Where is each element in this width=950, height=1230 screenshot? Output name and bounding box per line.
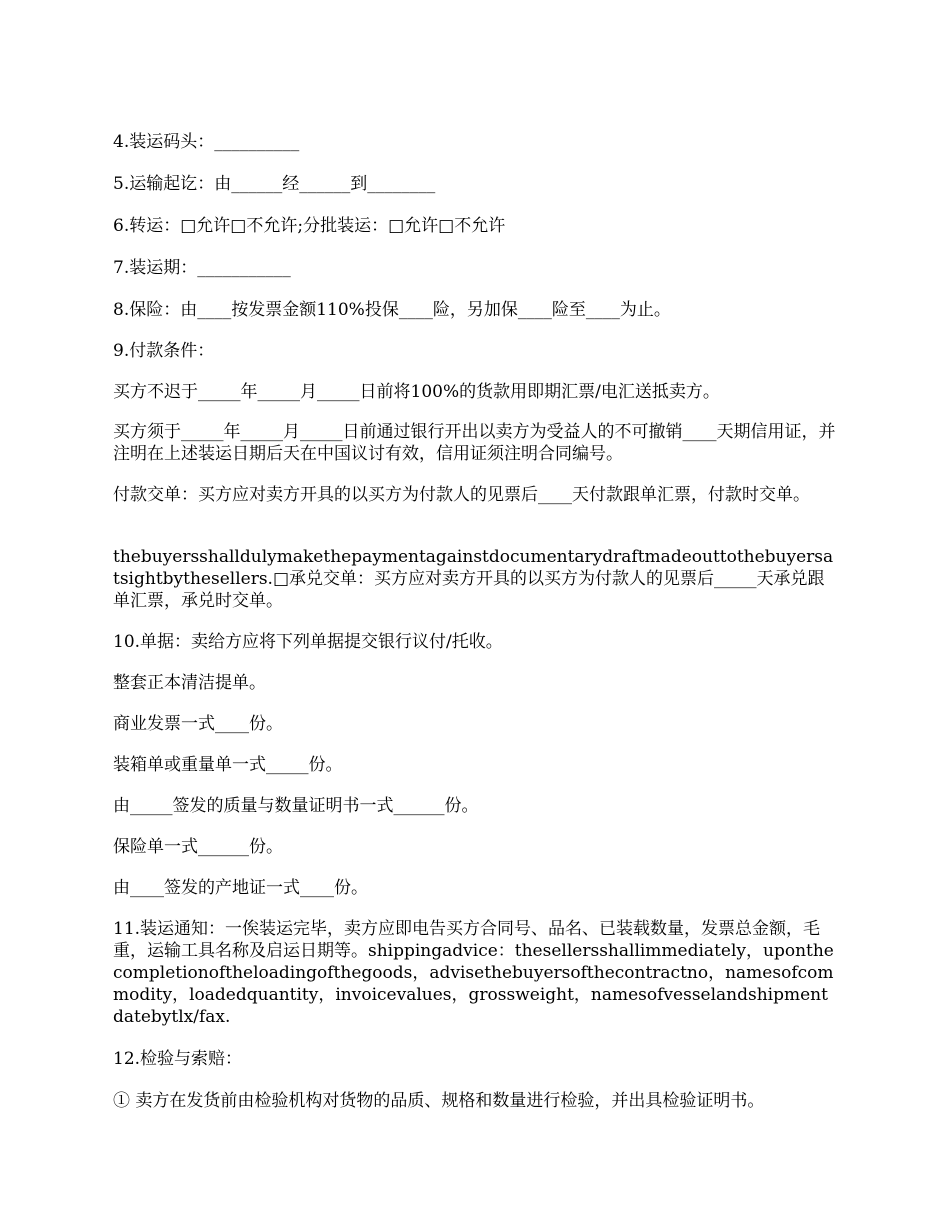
clause-7-shipment-period: 7.装运期：___________	[113, 258, 291, 278]
clause-4-loading-port: 4.装运码头：__________	[113, 132, 300, 152]
doc-bill-of-lading: 整套正本清洁提单。	[113, 673, 266, 693]
doc-quality-certificate: 由_____签发的质量与数量证明书一式______份。	[113, 796, 479, 816]
clause-5-transport-route: 5.运输起讫：由______经______到________	[113, 174, 436, 194]
clause-6-transshipment: 6.转运：□允许□不允许;分批装运：□允许□不允许	[113, 216, 506, 236]
inspection-item-1: ① 卖方在发货前由检验机构对货物的品质、规格和数量进行检验，并出具检验证明书。	[113, 1091, 765, 1111]
doc-insurance-policy: 保险单一式______份。	[113, 837, 283, 857]
payment-dp-paragraph: 付款交单：买方应对卖方开具的以买方为付款人的见票后____天付款跟单汇票，付款时交单。	[113, 485, 810, 505]
doc-certificate-of-origin: 由____签发的产地证一式____份。	[113, 878, 368, 898]
clause-10-documents: 10.单据：卖给方应将下列单据提交银行议付/托收。	[113, 632, 503, 652]
payment-tt-paragraph: 买方不迟于_____年_____月_____日前将100%的货款用即期汇票/电汇送抵卖方。	[113, 382, 720, 402]
clause-9-payment-terms: 9.付款条件：	[113, 341, 215, 361]
doc-packing-list: 装箱单或重量单一式_____份。	[113, 755, 343, 775]
clause-12-inspection-claims: 12.检验与索赔：	[113, 1049, 243, 1069]
clause-8-insurance: 8.保险：由____按发票金额110%投保____险，另加保____险至____为止。	[113, 300, 671, 320]
payment-da-paragraph: thebuyersshalldulymakethepaymentagainstdocumentarydraftmadeouttothebuyersatsightbythesellers.□承兑交单：买方应对卖方开具的以买方为付款人的见票后_____天承兑跟单汇票，承兑时交单。	[113, 547, 834, 611]
doc-commercial-invoice: 商业发票一式____份。	[113, 714, 283, 734]
clause-11-shipping-advice: 11.装运通知：一俟装运完毕，卖方应即电告买方合同号、品名、已装载数量，发票总金额，毛重，运输工具名称及启运日期等。shippingadvice：thesellersshallimmediately，uponthecompletionoftheloadingofthegoods，advisethebuyersofthecontractno，namesofcommodity，loadedquantity，invoicevalues，grossweight，namesofvesselandshipmentdatebytlx/fax.	[113, 919, 834, 1027]
payment-lc-paragraph: 买方须于_____年_____月_____日前通过银行开出以卖方为受益人的不可撤销____天期信用证，并注明在上述装运日期后天在中国议讨有效，信用证须注明合同编号。	[113, 422, 836, 464]
